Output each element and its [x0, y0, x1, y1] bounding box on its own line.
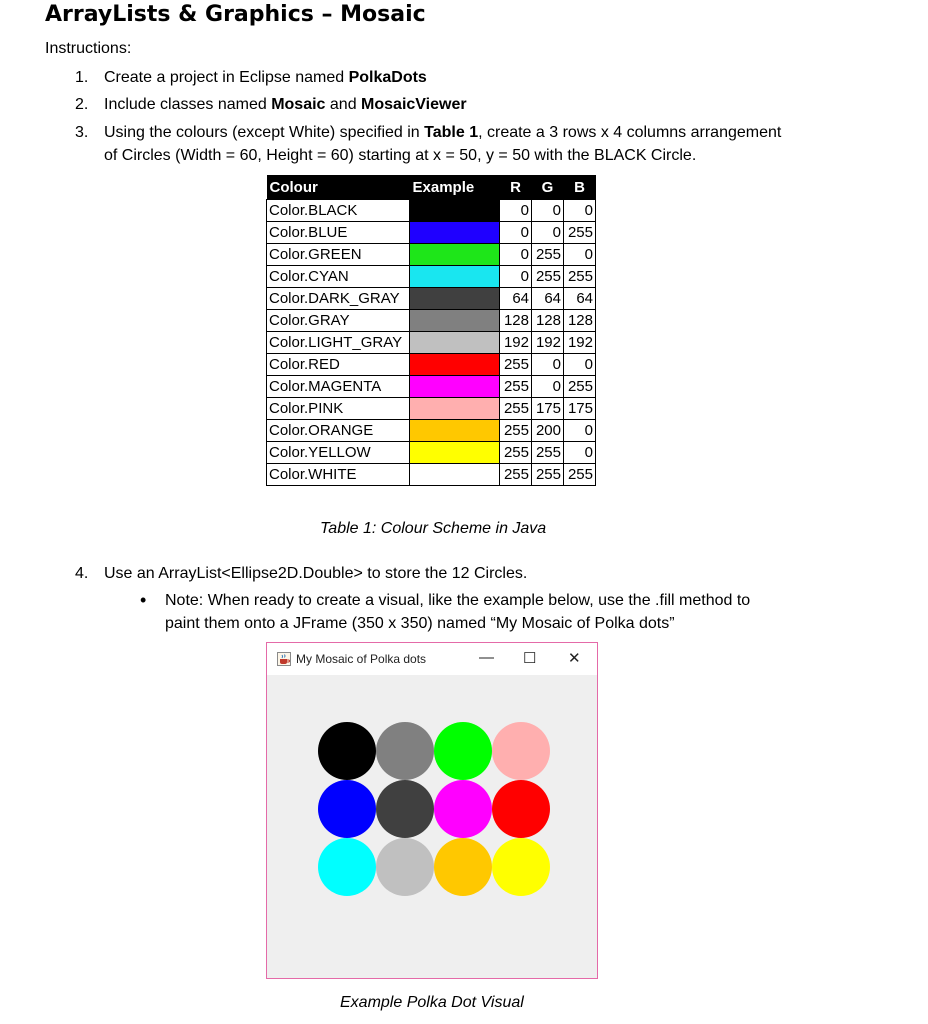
g-value: 255 [532, 442, 564, 464]
b-value: 255 [564, 222, 596, 244]
r-value: 255 [500, 376, 532, 398]
colour-name: Color.WHITE [267, 464, 410, 486]
polka-dot [318, 838, 376, 896]
colour-swatch [410, 222, 500, 244]
figure-caption: Example Polka Dot Visual [340, 994, 524, 1011]
colour-name: Color.ORANGE [267, 420, 410, 442]
polka-dot [492, 838, 550, 896]
window-title: My Mosaic of Polka dots [296, 652, 427, 666]
polka-dot [492, 722, 550, 780]
r-value: 0 [500, 244, 532, 266]
jframe-window [266, 642, 598, 979]
b-value: 64 [564, 288, 596, 310]
close-button[interactable]: ✕ [568, 650, 581, 667]
instructions-label: Instructions: [45, 40, 132, 57]
header-r: R [500, 175, 532, 200]
step-2-bold-2: MosaicViewer [361, 96, 467, 113]
colour-swatch [410, 464, 500, 486]
step-2-bold-1: Mosaic [271, 96, 326, 113]
g-value: 255 [532, 266, 564, 288]
b-value: 0 [564, 244, 596, 266]
r-value: 255 [500, 420, 532, 442]
colour-table [266, 175, 596, 486]
b-value: 0 [564, 354, 596, 376]
r-value: 0 [500, 266, 532, 288]
colour-swatch [410, 310, 500, 332]
table-row [267, 376, 596, 398]
table-row [267, 288, 596, 310]
step-2-number: 2. [75, 96, 89, 113]
polka-dot [376, 838, 434, 896]
colour-swatch [410, 442, 500, 464]
polka-dot [492, 780, 550, 838]
g-value: 0 [532, 354, 564, 376]
colour-name: Color.LIGHT_GRAY [267, 332, 410, 354]
colour-swatch [410, 244, 500, 266]
b-value: 255 [564, 464, 596, 486]
r-value: 0 [500, 200, 532, 222]
header-g: G [532, 175, 564, 200]
step-1-bold: PolkaDots [348, 69, 427, 86]
step-3 [104, 121, 781, 144]
colour-name: Color.RED [267, 354, 410, 376]
step-3-bold: Table 1 [424, 124, 479, 141]
table-row [267, 222, 596, 244]
r-value: 255 [500, 442, 532, 464]
g-value: 200 [532, 420, 564, 442]
table-caption: Table 1: Colour Scheme in Java [320, 520, 547, 537]
polka-dot [376, 780, 434, 838]
colour-name: Color.CYAN [267, 266, 410, 288]
r-value: 192 [500, 332, 532, 354]
colour-swatch [410, 332, 500, 354]
table-row [267, 420, 596, 442]
colour-name: Color.PINK [267, 398, 410, 420]
polka-dot [376, 722, 434, 780]
table-row [267, 398, 596, 420]
b-value: 128 [564, 310, 596, 332]
b-value: 0 [564, 420, 596, 442]
colour-swatch [410, 200, 500, 222]
g-value: 64 [532, 288, 564, 310]
header-colour: Colour [267, 175, 410, 200]
polka-dot [434, 722, 492, 780]
step-3-suffix: , create a 3 rows x 4 columns arrangement [478, 124, 782, 141]
note-line-2: paint them onto a JFrame (350 x 350) named “My Mosaic of Polka dots” [165, 615, 675, 632]
polka-dot [434, 838, 492, 896]
step-2 [104, 93, 467, 116]
step-2-mid: and [325, 96, 362, 113]
window-titlebar[interactable] [267, 643, 597, 675]
table-row [267, 310, 596, 332]
colour-name: Color.GREEN [267, 244, 410, 266]
step-3-text: Using the colours (except White) specified in [104, 124, 425, 141]
note-line-1: Note: When ready to create a visual, like the example below, use the .fill method to [165, 592, 751, 609]
colour-name: Color.BLACK [267, 200, 410, 222]
colour-swatch [410, 354, 500, 376]
table-row [267, 354, 596, 376]
r-value: 255 [500, 354, 532, 376]
b-value: 255 [564, 376, 596, 398]
header-example: Example [410, 175, 500, 200]
minimize-button[interactable]: — [479, 649, 494, 666]
table-row [267, 266, 596, 288]
table-row [267, 244, 596, 266]
bullet: • [140, 590, 147, 610]
colour-swatch [410, 376, 500, 398]
table-row [267, 464, 596, 486]
colour-name: Color.GRAY [267, 310, 410, 332]
step-1-number: 1. [75, 69, 89, 86]
table-row [267, 200, 596, 222]
table-row [267, 332, 596, 354]
step-4: Use an ArrayList<Ellipse2D.Double> to store the 12 Circles. [104, 565, 528, 582]
polka-dot-canvas [267, 675, 597, 978]
r-value: 128 [500, 310, 532, 332]
g-value: 255 [532, 464, 564, 486]
table-header-row [267, 175, 596, 200]
r-value: 255 [500, 464, 532, 486]
step-3-number: 3. [75, 124, 89, 141]
g-value: 175 [532, 398, 564, 420]
step-3-line-2: of Circles (Width = 60, Height = 60) starting at x = 50, y = 50 with the BLACK Circle. [104, 147, 697, 164]
polka-dot [318, 722, 376, 780]
b-value: 0 [564, 200, 596, 222]
header-b: B [564, 175, 596, 200]
g-value: 0 [532, 200, 564, 222]
java-cup-icon [277, 652, 291, 666]
b-value: 0 [564, 442, 596, 464]
g-value: 192 [532, 332, 564, 354]
step-4-number: 4. [75, 565, 89, 582]
maximize-button[interactable]: ☐ [523, 650, 537, 667]
b-value: 175 [564, 398, 596, 420]
table-row [267, 442, 596, 464]
colour-name: Color.DARK_GRAY [267, 288, 410, 310]
r-value: 64 [500, 288, 532, 310]
colour-name: Color.MAGENTA [267, 376, 410, 398]
colour-name: Color.YELLOW [267, 442, 410, 464]
b-value: 192 [564, 332, 596, 354]
g-value: 0 [532, 376, 564, 398]
step-1-text: Create a project in Eclipse named [104, 69, 349, 86]
polka-dot [318, 780, 376, 838]
step-2-text: Include classes named [104, 96, 272, 113]
step-1 [104, 66, 427, 89]
colour-swatch [410, 398, 500, 420]
colour-name: Color.BLUE [267, 222, 410, 244]
colour-swatch [410, 266, 500, 288]
r-value: 0 [500, 222, 532, 244]
page-title: ArrayLists & Graphics – Mosaic [45, 2, 426, 27]
colour-swatch [410, 420, 500, 442]
colour-swatch [410, 288, 500, 310]
polka-dot [434, 780, 492, 838]
g-value: 255 [532, 244, 564, 266]
b-value: 255 [564, 266, 596, 288]
g-value: 128 [532, 310, 564, 332]
g-value: 0 [532, 222, 564, 244]
r-value: 255 [500, 398, 532, 420]
